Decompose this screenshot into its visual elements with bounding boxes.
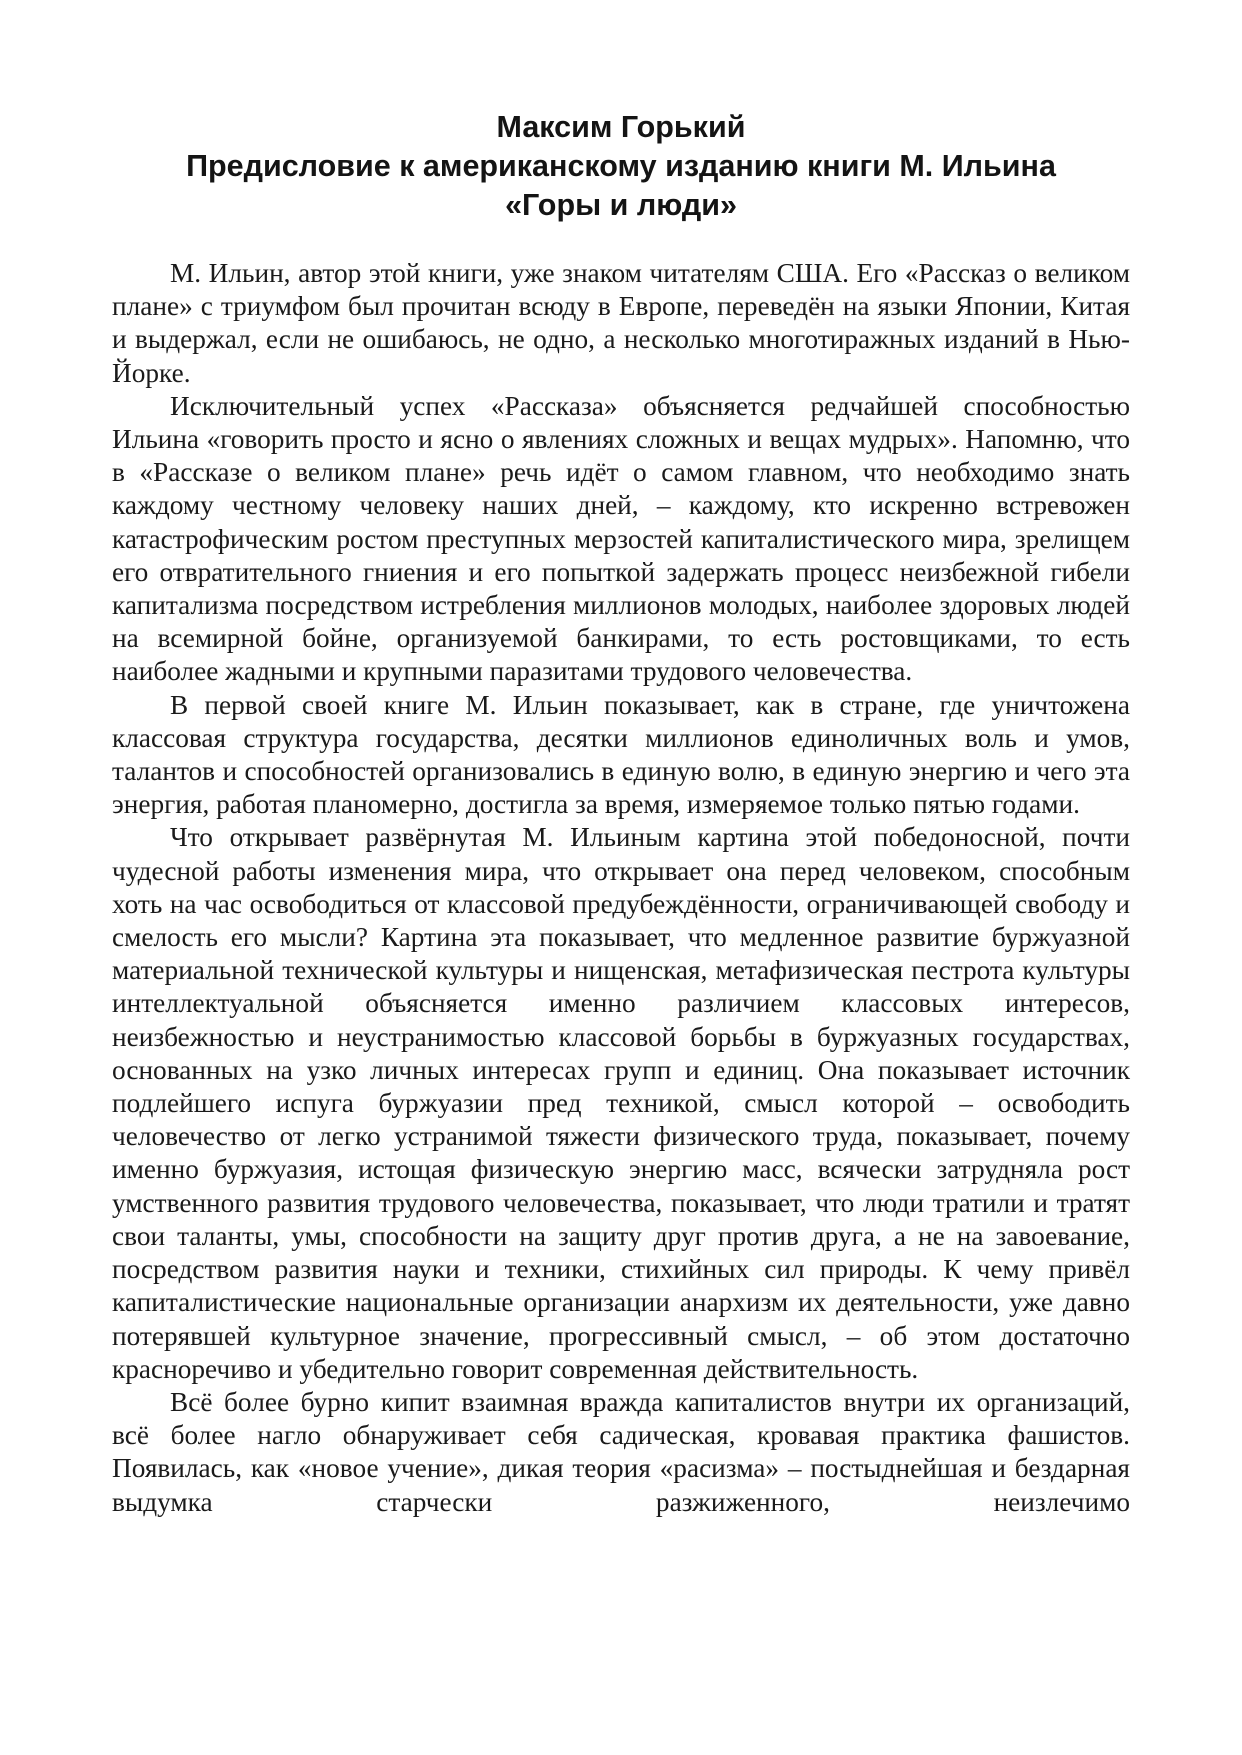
title-line-2: «Горы и люди» xyxy=(505,188,737,222)
title-line-1: Предисловие к американскому изданию книги М. Ильина xyxy=(186,149,1056,183)
paragraph-3: В первой своей книге М. Ильин показывает, как в стране, где уничтожена классовая структура государства, десятки миллионов единоличных воль и умов, талантов и способностей организовались в единую волю, в единую энергию и чего эта энергия, работая планомерно, достигла за время, измеряемое только пятью годами. xyxy=(112,689,1130,820)
document-page xyxy=(112,108,1130,1519)
document-header xyxy=(112,108,1130,225)
paragraph-1: М. Ильин, автор этой книги, уже знаком читателям США. Его «Рассказ о великом плане» с триумфом был прочитан всюду в Европе, переведён на языки Японии, Китая и выдержал, если не ошибаюсь, не одно, а несколько многотиражных изданий в Нью-Йорке. xyxy=(112,258,1130,388)
author-name: Максим Горький xyxy=(496,110,746,144)
paragraph-4: Что открывает развёрнутая М. Ильиным картина этой победоносной, почти чудесной работы изменения мира, что открывает она перед человеком, способным хоть на час освободиться от классовой предубеждённости, ограничивающей свободу и смелость его мысли? Картина эта показывает, что медленное развитие буржуазной материальной технической культуры и нищенская, метафизическая пестрота культуры интеллектуальной объясняется именно различием классовых интересов, неизбежностью и неустранимостью классовой борьбы в буржуазных государствах, основанных на узко личных интересах групп и единиц. Она показывает источник подлейшего испуга буржуазии пред техникой, смысл которой – освободить человечество от легко устранимой тяжести физического труда, показывает, почему именно буржуазия, истощая физическую энергию масс, всячески затрудняла рост умственного развития трудового человечества, показывает, что люди тратили и тратят свои таланты, умы, способности на защиту друг против друга, а не на завоевание, посредством развития науки и техники, стихийных сил природы. К чему привёл капиталистические национальные организации анархизм их деятельности, уже давно потерявшей культурное значение, прогрессивный смысл, – об этом достаточно красноречиво и убедительно говорит современная действительность. xyxy=(112,822,1130,1384)
paragraph-5: Всё более бурно кипит взаимная вражда капиталистов внутри их организаций, всё более нагло обнаруживает себя садическая, кровавая практика фашистов. Появилась, как «новое учение», дикая теория «расизма» – постыднейшая и бездарная выдумка старчески разжиженного, неизлечимо xyxy=(112,1386,1130,1517)
document-body xyxy=(112,257,1130,1519)
paragraph-2: Исключительный успех «Рассказа» объясняется редчайшей способностью Ильина «говорить просто и ясно о явлениях сложных и вещах мудрых». Напомню, что в «Рассказе о великом плане» речь идёт о самом главном, что необходимо знать каждому честному человеку наших дней, – каждому, кто искренно встревожен катастрофическим ростом преступных мерзостей капиталистического мира, зрелищем его отвратительного гниения и его попыткой задержать процесс неизбежной гибели капитализма посредством истребления миллионов молодых, наиболее здоровых людей на всемирной бойне, организуемой банкирами, то есть ростовщиками, то есть наиболее жадными и крупными паразитами трудового человечества. xyxy=(112,390,1130,687)
